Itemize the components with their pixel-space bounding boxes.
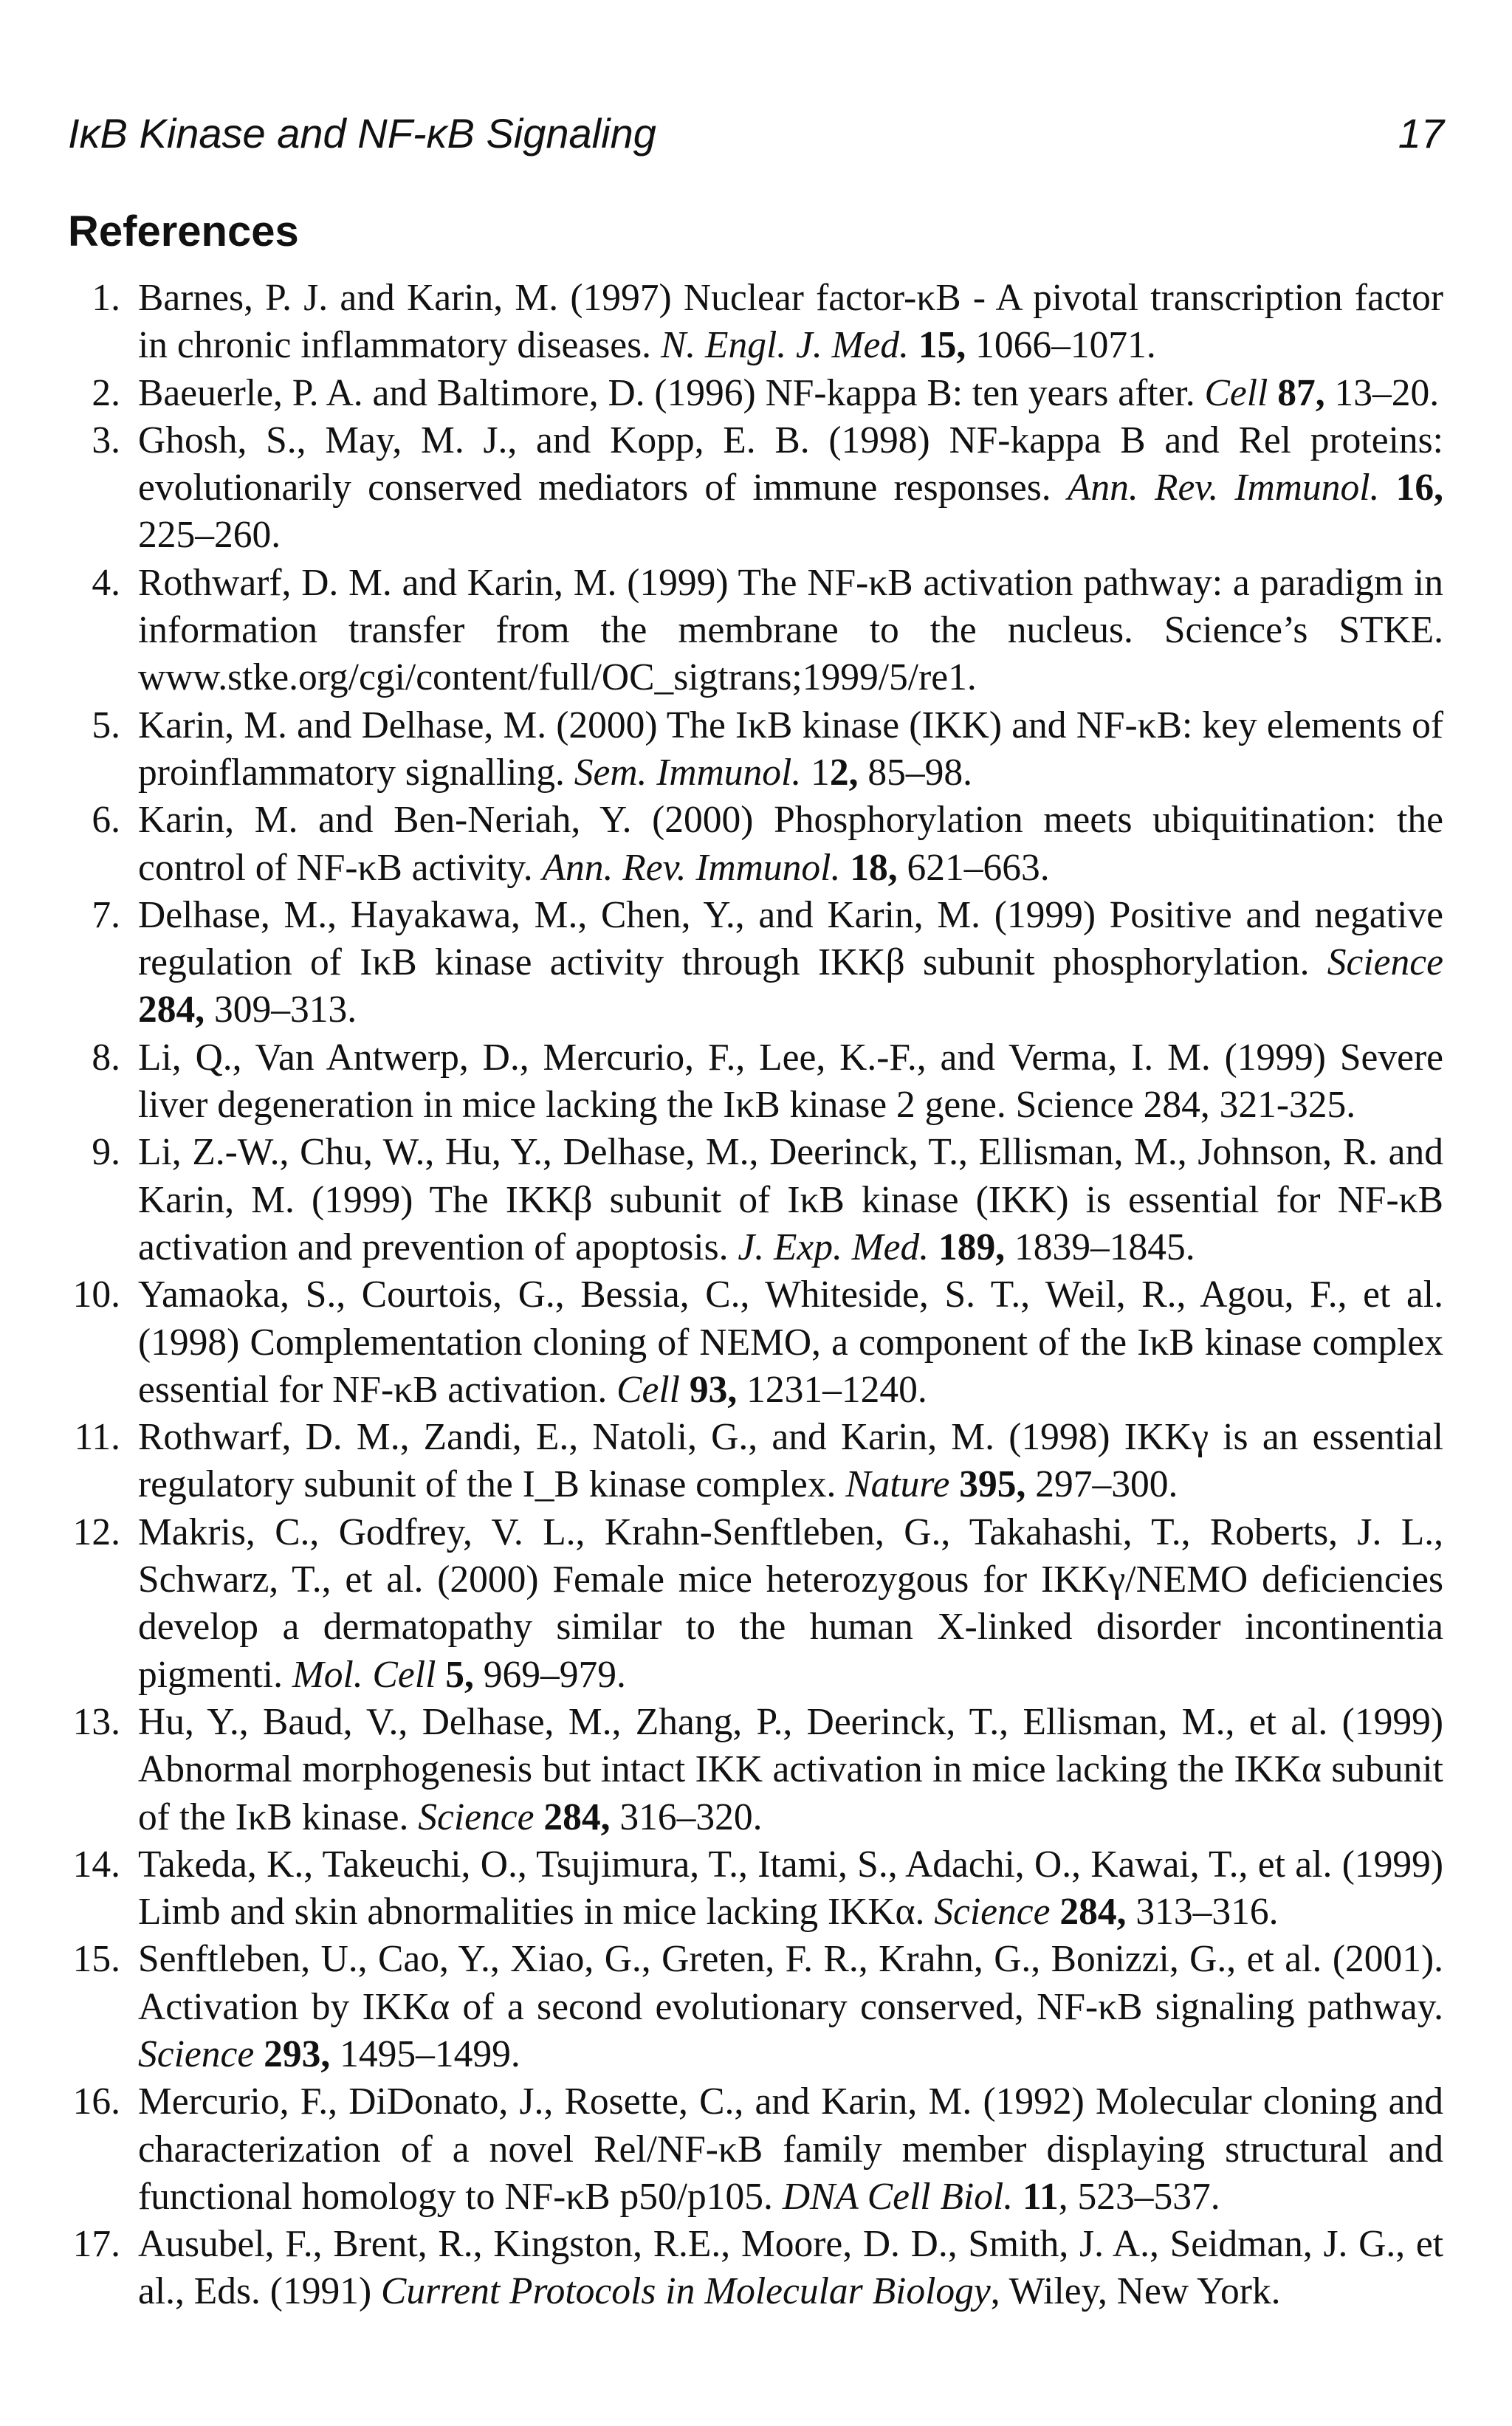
reference-item bbox=[0, 797, 1443, 892]
reference-text bbox=[138, 1037, 1443, 1126]
reference-item bbox=[0, 1414, 1443, 1509]
reference-segment: 297–300. bbox=[1025, 1463, 1178, 1506]
reference-volume: 395, bbox=[959, 1463, 1026, 1506]
reference-text bbox=[138, 372, 1439, 414]
reference-italic-segment: DNA Cell Biol. bbox=[782, 2175, 1014, 2218]
reference-segment: Makris, C., Godfrey, V. L., Krahn-Senftleben, G., Takahashi, T., Roberts, J. L., Schwarz, T., et al. (2000) Female mice heterozygous for IKKγ/NEMO deficiencies develop a dermatopathy similar to the human X-linked disorder incontinentia pigmenti. bbox=[138, 1511, 1443, 1696]
reference-italic-segment: Current Protocols in Molecular Biology bbox=[380, 2270, 991, 2313]
reference-segment: 1231–1240. bbox=[737, 1368, 927, 1411]
reference-text bbox=[138, 799, 1443, 888]
reference-text bbox=[138, 562, 1443, 699]
reference-volume: 189, bbox=[938, 1226, 1006, 1268]
reference-segment bbox=[1268, 372, 1277, 414]
reference-number: 9. bbox=[92, 1131, 120, 1174]
reference-segment: Takeda, K., Takeuchi, O., Tsujimura, T., Itami, S., Adachi, O., Kawai, T., et al. (1999) Limb and skin abnormalities in mice lacking IKKα. bbox=[138, 1843, 1443, 1934]
reference-number: 14. bbox=[72, 1843, 120, 1886]
reference-segment: 621–663. bbox=[897, 846, 1050, 889]
reference-segment: Karin, M. and Delhase, M. (2000) The IκB kinase (IKK) and NF-κB: key elements of proinflammatory signalling. bbox=[138, 704, 1443, 794]
reference-segment: 1839–1845. bbox=[1005, 1226, 1195, 1268]
reference-segment: Baeuerle, P. A. and Baltimore, D. (1996) NF-kappa B: ten years after. bbox=[138, 371, 1205, 414]
reference-segment: 225–260. bbox=[138, 514, 281, 557]
reference-segment: Karin, M. and Ben-Neriah, Y. (2000) Phosphorylation meets ubiquitination: the control of NF-κB activity. bbox=[138, 799, 1443, 889]
reference-segment: Rothwarf, D. M. and Karin, M. (1999) The NF-κB activation pathway: a paradigm in information transfer from the membrane to the nucleus. Science’s STKE. www.stke.org/cgi/content/full/OC_sigtrans;1999/5/re1. bbox=[138, 561, 1443, 699]
reference-text bbox=[138, 894, 1443, 1031]
reference-segment: Hu, Y., Baud, V., Delhase, M., Zhang, P., Deerinck, T., Ellisman, M., et al. (1999) Abnormal morphogenesis but intact IKK activation in mice lacking the IKKα subunit of the IκB kinase. bbox=[138, 1700, 1443, 1838]
reference-text bbox=[138, 2223, 1443, 2312]
reference-segment bbox=[949, 1463, 959, 1505]
reference-volume: 11 bbox=[1023, 2175, 1059, 2218]
reference-number: 12. bbox=[72, 1511, 120, 1553]
reference-volume: 2, bbox=[829, 751, 859, 794]
running-header bbox=[68, 109, 1444, 168]
reference-segment: Ausubel, F., Brent, R., Kingston, R.E., Moore, D. D., Smith, J. A., Seidman, J. G., et al., Eds. (1991) bbox=[138, 2223, 1443, 2313]
reference-item bbox=[0, 702, 1443, 797]
reference-segment: 309–313. bbox=[205, 989, 357, 1031]
reference-segment: Ghosh, S., May, M. J., and Kopp, E. B. (1998) NF-kappa B and Rel proteins: evolutionarily conserved mediators of immune responses. bbox=[138, 419, 1443, 509]
reference-volume: 5, bbox=[445, 1653, 474, 1696]
reference-text bbox=[138, 277, 1443, 366]
reference-text bbox=[138, 704, 1443, 794]
reference-number: 13. bbox=[72, 1700, 120, 1743]
reference-item bbox=[0, 1271, 1443, 1414]
reference-segment: 969–979. bbox=[473, 1653, 626, 1696]
reference-volume: 87, bbox=[1277, 371, 1325, 414]
reference-item bbox=[0, 1699, 1443, 1841]
reference-text bbox=[138, 419, 1443, 557]
reference-text bbox=[138, 1131, 1443, 1268]
reference-segment: Senftleben, U., Cao, Y., Xiao, G., Greten, F. R., Krahn, G., Bonizzi, G., et al. (2001). Activation by IKKα of a second evolutionary conserved, NF-κB signaling pathway. bbox=[138, 1938, 1443, 2028]
reference-number: 10. bbox=[72, 1274, 120, 1316]
reference-item bbox=[0, 1841, 1443, 1937]
reference-italic-segment: Science bbox=[1327, 941, 1443, 984]
reference-segment bbox=[929, 1226, 938, 1268]
reference-italic-segment: Science bbox=[418, 1796, 535, 1838]
reference-item bbox=[0, 275, 1443, 370]
reference-text bbox=[138, 1416, 1443, 1505]
reference-number: 5. bbox=[92, 704, 120, 746]
reference-segment bbox=[534, 1796, 543, 1838]
reference-segment: 1066–1071. bbox=[966, 324, 1156, 367]
reference-italic-segment: Cell bbox=[1204, 371, 1268, 414]
running-title: IκB Kinase and NF-κB Signaling bbox=[68, 110, 656, 157]
reference-item bbox=[0, 892, 1443, 1034]
reference-segment: Mercurio, F., DiDonato, J., Rosette, C., and Karin, M. (1992) Molecular cloning and characterization of a novel Rel/NF-κB family member displaying structural and functional homology to NF-κB p50/p105. bbox=[138, 2080, 1443, 2218]
section-heading: References bbox=[68, 207, 299, 255]
reference-number: 16. bbox=[72, 2080, 120, 2123]
reference-segment: 1 bbox=[801, 751, 830, 794]
reference-italic-segment: Ann. Rev. Immunol. bbox=[1067, 467, 1380, 509]
reference-text bbox=[138, 2080, 1443, 2218]
reference-item bbox=[0, 1509, 1443, 1699]
reference-item bbox=[0, 1034, 1443, 1130]
reference-segment bbox=[1050, 1891, 1059, 1933]
reference-volume: 93, bbox=[689, 1368, 738, 1411]
reference-segment bbox=[1379, 467, 1395, 509]
reference-segment: Yamaoka, S., Courtois, G., Bessia, C., Whiteside, S. T., Weil, R., Agou, F., et al. (1998) Complementation cloning of NEMO, a component of the IκB kinase complex essential for NF-κB activation. bbox=[138, 1274, 1443, 1411]
reference-italic-segment: Sem. Immunol. bbox=[574, 751, 802, 794]
reference-segment bbox=[1013, 2176, 1023, 2218]
reference-text bbox=[138, 1274, 1443, 1411]
reference-segment bbox=[840, 847, 850, 889]
reference-text bbox=[138, 1938, 1443, 2075]
reference-text bbox=[138, 1701, 1443, 1838]
reference-number: 4. bbox=[92, 561, 120, 604]
reference-segment: , 523–537. bbox=[1058, 2175, 1220, 2218]
reference-segment: 313–316. bbox=[1126, 1891, 1279, 1934]
reference-volume: 284, bbox=[543, 1796, 611, 1838]
reference-segment: Li, Q., Van Antwerp, D., Mercurio, F., Lee, K.-F., and Verma, I. M. (1999) Severe liver degeneration in mice lacking the IκB kinase 2 gene. Science 284, 321-325. bbox=[138, 1036, 1443, 1127]
reference-segment bbox=[254, 2033, 264, 2075]
reference-segment bbox=[436, 1654, 445, 1696]
reference-italic-segment: Nature bbox=[845, 1463, 950, 1506]
reference-item bbox=[0, 2221, 1443, 2316]
reference-segment: Delhase, M., Hayakawa, M., Chen, Y., and Karin, M. (1999) Positive and negative regulation of IκB kinase activity through IKKβ subunit phosphorylation. bbox=[138, 893, 1443, 984]
reference-volume: 15, bbox=[918, 324, 966, 367]
reference-item bbox=[0, 1129, 1443, 1271]
reference-number: 2. bbox=[92, 371, 120, 414]
reference-number: 7. bbox=[92, 893, 120, 936]
reference-item bbox=[0, 2078, 1443, 2221]
reference-number: 3. bbox=[92, 419, 120, 461]
reference-italic-segment: Science bbox=[138, 2032, 255, 2075]
reference-number: 1. bbox=[92, 277, 120, 319]
reference-segment: 316–320. bbox=[610, 1796, 763, 1838]
reference-text bbox=[138, 1843, 1443, 1933]
reference-italic-segment: Cell bbox=[616, 1368, 680, 1411]
reference-number: 15. bbox=[72, 1938, 120, 1981]
reference-segment bbox=[909, 324, 918, 366]
reference-number: 8. bbox=[92, 1036, 120, 1079]
reference-item bbox=[0, 417, 1443, 560]
reference-number: 17. bbox=[72, 2223, 120, 2266]
reference-italic-segment: Mol. Cell bbox=[292, 1653, 436, 1696]
reference-volume: 16, bbox=[1395, 467, 1444, 509]
reference-segment: , Wiley, New York. bbox=[990, 2270, 1281, 2313]
reference-item bbox=[0, 560, 1443, 702]
reference-segment: 85–98. bbox=[858, 751, 972, 794]
reference-italic-segment: Science bbox=[934, 1891, 1051, 1934]
reference-segment: Rothwarf, D. M., Zandi, E., Natoli, G., and Karin, M. (1998) IKKγ is an essential regulatory subunit of the I_B kinase complex. bbox=[138, 1416, 1443, 1506]
reference-number: 11. bbox=[74, 1416, 120, 1459]
reference-segment: 13–20. bbox=[1324, 371, 1440, 414]
reference-text bbox=[138, 1511, 1443, 1696]
page-number: 17 bbox=[1398, 110, 1444, 157]
reference-list bbox=[0, 275, 1443, 2316]
reference-segment bbox=[680, 1369, 690, 1411]
reference-segment: Li, Z.-W., Chu, W., Hu, Y., Delhase, M., Deerinck, T., Ellisman, M., Johnson, R. and Karin, M. (1999) The IKKβ subunit of IκB kinase (IKK) is essential for NF-κB activation and prevention of apoptosis. bbox=[138, 1131, 1443, 1268]
reference-volume: 293, bbox=[264, 2032, 331, 2075]
reference-item bbox=[0, 370, 1443, 417]
reference-volume: 18, bbox=[850, 846, 898, 889]
reference-segment: 1495–1499. bbox=[330, 2032, 520, 2075]
reference-italic-segment: J. Exp. Med. bbox=[738, 1226, 929, 1268]
reference-number: 6. bbox=[92, 799, 120, 842]
reference-volume: 284, bbox=[138, 989, 205, 1031]
reference-italic-segment: N. Engl. J. Med. bbox=[660, 324, 910, 367]
reference-item bbox=[0, 1936, 1443, 2078]
reference-italic-segment: Ann. Rev. Immunol. bbox=[542, 846, 841, 889]
reference-volume: 284, bbox=[1059, 1891, 1127, 1934]
reference-segment: Barnes, P. J. and Karin, M. (1997) Nuclear factor-κB - A pivotal transcription factor in chronic inflammatory diseases. bbox=[138, 277, 1443, 367]
